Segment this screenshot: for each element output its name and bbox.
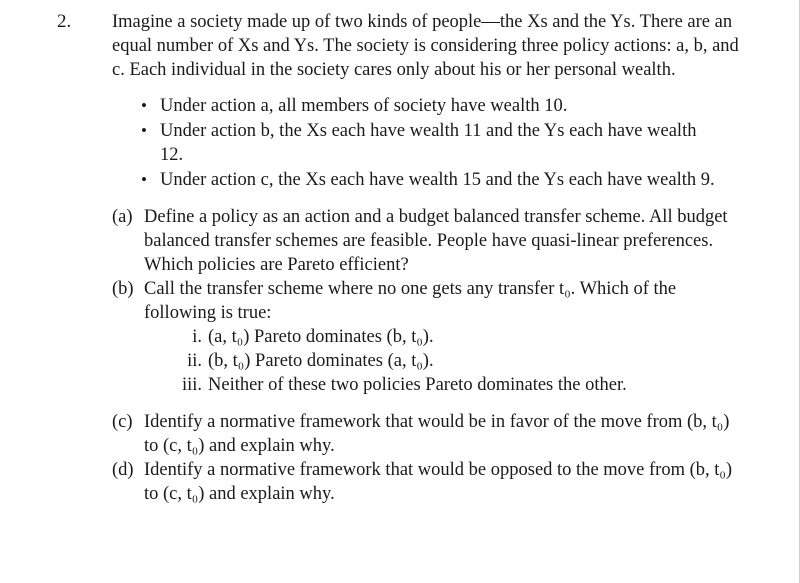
subitem xyxy=(176,373,752,397)
part-label: (d) xyxy=(112,460,134,480)
action-item-text: Under action b, the Xs each have wealth 11 and the Ys each have wealth 12. xyxy=(160,121,697,165)
part-label: (a) xyxy=(112,207,133,227)
question-part xyxy=(112,458,752,506)
question-part xyxy=(112,277,752,410)
subitem-list xyxy=(144,325,752,397)
part-text: Call the transfer scheme where no one gets any transfer t₀. Which of the following is true: xyxy=(144,279,677,323)
action-item-text: Under action c, the Xs each have wealth 15 and the Ys each have wealth 9. xyxy=(160,170,715,190)
part-text: Identify a normative framework that would be in favor of the move from (b, t₀) to (c, t₀) and explain why. xyxy=(144,412,730,456)
subitem-text: Neither of these two policies Pareto dominates the other. xyxy=(208,375,627,395)
bullet-icon: • xyxy=(141,96,147,115)
action-item xyxy=(141,119,720,167)
part-text: Identify a normative framework that would be opposed to the move from (b, t₀) to (c, t₀) and explain why. xyxy=(144,460,733,504)
action-list xyxy=(112,94,752,192)
subitem xyxy=(176,325,752,349)
subitem-label: ii. xyxy=(187,351,202,371)
action-item xyxy=(141,168,720,192)
subitem-text: (a, t₀) Pareto dominates (b, t₀). xyxy=(208,327,434,347)
part-label: (c) xyxy=(112,412,133,432)
subitem xyxy=(176,349,752,373)
action-item xyxy=(141,94,720,118)
question-intro: Imagine a society made up of two kinds of people—the Xs and the Ys. There are an equal number of Xs and Ys. The society is considering three policy actions: a, b, and c. Each individual in the society cares only about his or her personal wealth. xyxy=(112,12,739,80)
part-text: Define a policy as an action and a budget balanced transfer scheme. All budget balanced transfer schemes are feasible. People have quasi-linear preferences. Which policies are Pareto efficient? xyxy=(144,207,728,275)
part-label: (b) xyxy=(112,279,134,299)
question-body xyxy=(112,10,752,506)
bullet-icon: • xyxy=(141,170,147,189)
question-part xyxy=(112,410,752,458)
subitem-label: iii. xyxy=(181,375,202,395)
question-parts xyxy=(112,205,752,506)
subitem-label: i. xyxy=(192,327,202,347)
action-item-text: Under action a, all members of society have wealth 10. xyxy=(160,96,568,116)
part-spacer xyxy=(144,397,752,410)
bullet-icon: • xyxy=(141,121,147,140)
subitem-text: (b, t₀) Pareto dominates (a, t₀). xyxy=(208,351,434,371)
question-number: 2. xyxy=(57,11,72,32)
question-part xyxy=(112,205,752,277)
